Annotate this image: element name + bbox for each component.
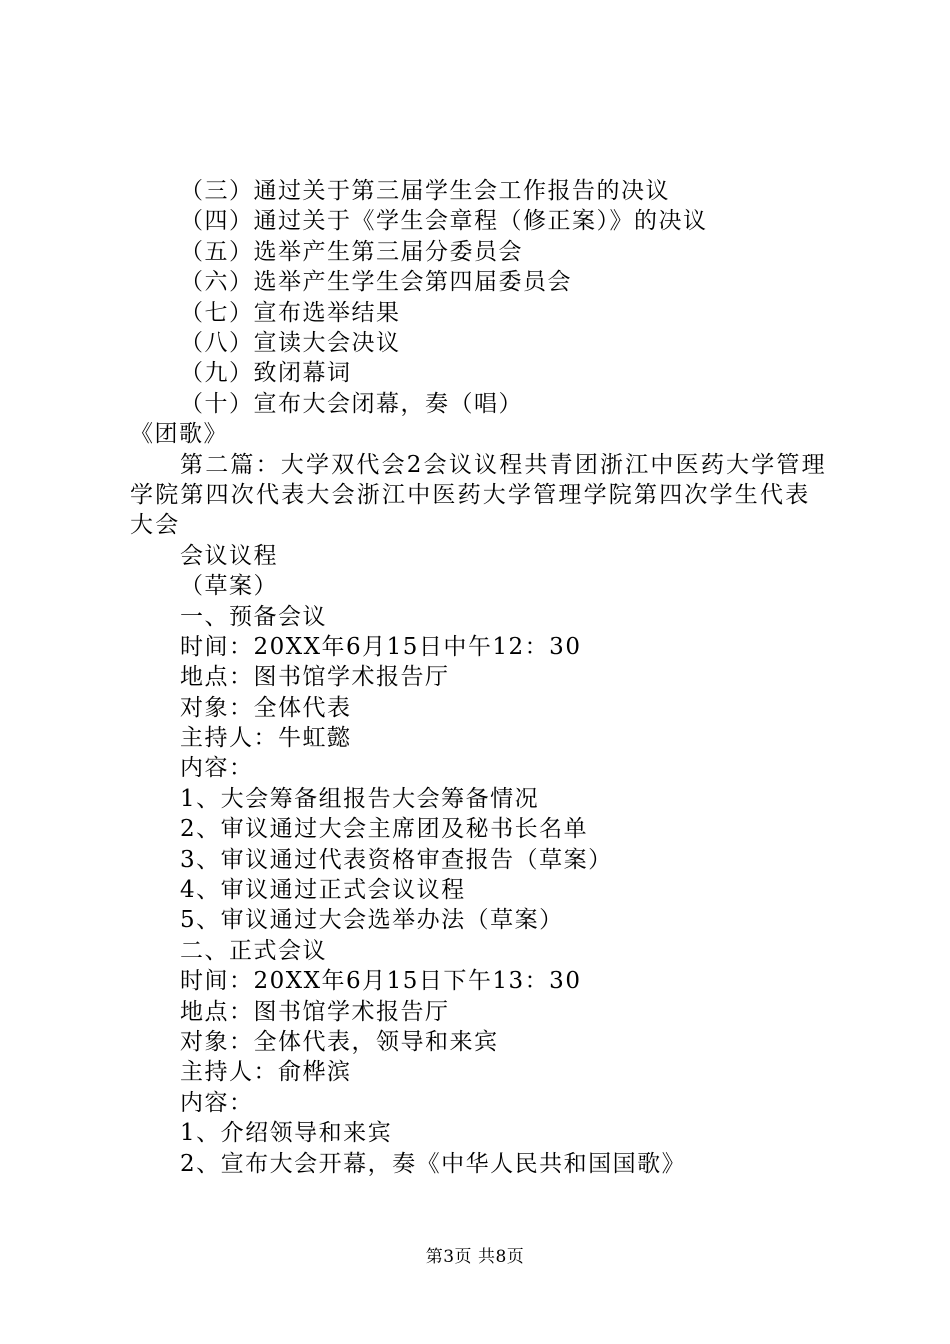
agenda-line: 2、审议通过大会主席团及秘书长名单 xyxy=(180,816,589,843)
agenda-line: （草案） xyxy=(180,573,278,600)
agenda-line: 地点：图书馆学术报告厅 xyxy=(180,664,450,691)
agenda-line: 对象：全体代表 xyxy=(180,694,352,721)
agenda-item: （六）选举产生学生会第四届委员会 xyxy=(180,269,572,296)
agenda-line: 5、审议通过大会选举办法（草案） xyxy=(180,907,564,934)
agenda-line: 4、审议通过正式会议议程 xyxy=(180,877,466,904)
agenda-item: （九）致闭幕词 xyxy=(180,360,352,387)
agenda-line: 1、介绍领导和来宾 xyxy=(180,1120,393,1147)
agenda-item: （四）通过关于《学生会章程（修正案）》的决议 xyxy=(180,208,708,235)
agenda-item: （七）宣布选举结果 xyxy=(180,299,401,326)
agenda-item: （八）宣读大会决议 xyxy=(180,329,401,356)
document-body xyxy=(130,176,830,1179)
page-number-footer: 第3页 共8页 xyxy=(425,1247,525,1267)
agenda-line: 1、大会筹备组报告大会筹备情况 xyxy=(180,785,540,812)
agenda-line: 时间：20XX年6月15日下午13：30 xyxy=(180,968,582,995)
agenda-line: 3、审议通过代表资格审查报告（草案） xyxy=(180,846,613,873)
agenda-item: （三）通过关于第三届学生会工作报告的决议 xyxy=(180,178,670,204)
song-title: 《团歌》 xyxy=(130,421,228,448)
agenda-line: 2、宣布大会开幕，奏《中华人民共和国国歌》 xyxy=(180,1150,687,1177)
agenda-item: （五）选举产生第三届分委员会 xyxy=(180,238,523,265)
section-heading: 第二篇：大学双代会2会议议程共青团浙江中医药大学管理学院第四次代表大会浙江中医药大学管理学院第四次学生代表大会 xyxy=(130,451,827,539)
agenda-line: 一、预备会议 xyxy=(180,603,327,630)
agenda-line: 内容： xyxy=(180,755,254,782)
agenda-item: （十）宣布大会闭幕，奏（唱） xyxy=(180,390,523,417)
agenda-line: 二、正式会议 xyxy=(180,937,327,964)
agenda-line: 地点：图书馆学术报告厅 xyxy=(180,998,450,1025)
agenda-line: 内容： xyxy=(180,1089,254,1116)
agenda-line: 主持人：牛虹懿 xyxy=(180,725,352,752)
agenda-line: 对象：全体代表，领导和来宾 xyxy=(180,1028,499,1055)
agenda-line: 时间：20XX年6月15日中午12：30 xyxy=(180,633,582,660)
agenda-line: 会议议程 xyxy=(180,542,278,569)
agenda-line: 主持人：俞桦滨 xyxy=(180,1059,352,1086)
